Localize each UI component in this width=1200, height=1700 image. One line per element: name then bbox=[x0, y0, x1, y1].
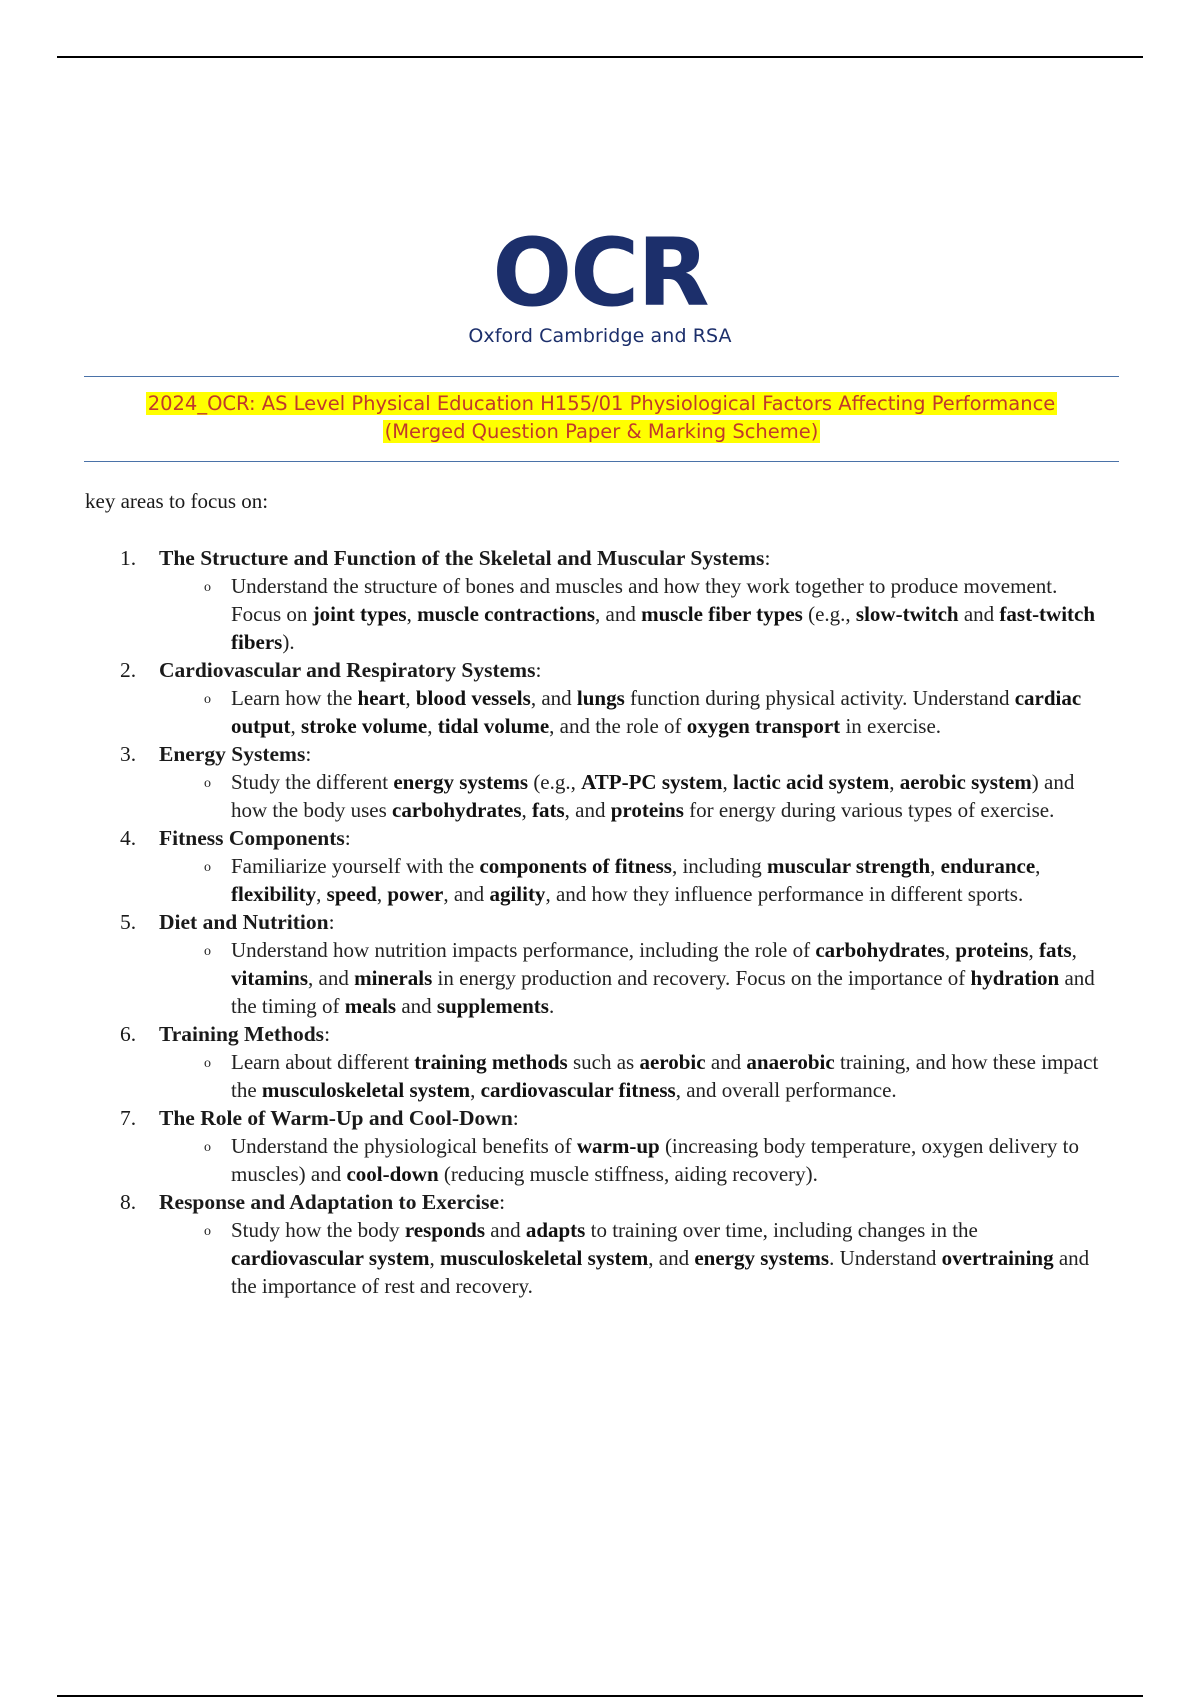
hollow-bullet-icon: o bbox=[204, 944, 211, 959]
list-item-title: Energy Systems bbox=[159, 742, 306, 766]
ocr-logo bbox=[430, 225, 770, 355]
list-item-heading: 3. Energy Systems: bbox=[120, 742, 312, 766]
list-item-number: 5. bbox=[120, 910, 137, 934]
list-item bbox=[120, 1104, 1110, 1188]
ocr-wordmark: OCR bbox=[492, 225, 708, 317]
page-bottom-rule bbox=[57, 1695, 1143, 1697]
list-item-detail bbox=[120, 1048, 1110, 1104]
list-item-heading: 2. Cardiovascular and Respiratory Systems: bbox=[120, 658, 542, 682]
list-item-detail-text: Understand how nutrition impacts performance, including the role of carbohydrates, proteins, fats, vitamins, and minerals in energy production and recovery. Focus on the importance of hydration and the timing of meals and supplements. bbox=[231, 938, 1095, 1018]
list-item-heading: 4. Fitness Components: bbox=[120, 826, 351, 850]
page-top-rule bbox=[57, 56, 1143, 58]
list-item bbox=[120, 824, 1110, 908]
list-item-detail-text: Study how the body responds and adapts to training over time, including changes in the cardiovascular system, musculoskeletal system, and energy systems. Understand overtraining and the importance of rest and recovery. bbox=[231, 1218, 1090, 1298]
list-item-number: 6. bbox=[120, 1022, 137, 1046]
list-item-heading: 8. Response and Adaptation to Exercise: bbox=[120, 1190, 506, 1214]
list-item-detail bbox=[120, 936, 1110, 1020]
title-line-2: (Merged Question Paper & Marking Scheme) bbox=[384, 420, 819, 443]
list-item bbox=[120, 908, 1110, 1020]
list-item-detail bbox=[120, 852, 1110, 908]
focus-areas-list bbox=[120, 544, 1110, 1300]
document-title bbox=[84, 390, 1119, 446]
list-item-number: 4. bbox=[120, 826, 137, 850]
title-line-1: 2024_OCR: AS Level Physical Education H155/01 Physiological Factors Affecting Performance bbox=[147, 392, 1056, 415]
list-item-number: 7. bbox=[120, 1106, 137, 1130]
list-item-heading: 5. Diet and Nutrition: bbox=[120, 910, 335, 934]
list-item-title: Response and Adaptation to Exercise bbox=[159, 1190, 500, 1214]
list-item bbox=[120, 656, 1110, 740]
hollow-bullet-icon: o bbox=[204, 580, 211, 595]
list-item-detail-text: Understand the structure of bones and muscles and how they work together to produce movement. Focus on joint types, muscle contractions, and muscle fiber types (e.g., slow-twitch and fast-twitch fibers). bbox=[231, 574, 1096, 654]
list-item-heading: 6. Training Methods: bbox=[120, 1022, 331, 1046]
list-item-title: The Role of Warm-Up and Cool-Down bbox=[159, 1106, 513, 1130]
list-item-detail-text: Study the different energy systems (e.g., ATP-PC system, lactic acid system, aerobic system) and how the body uses carbohydrates, fats, and proteins for energy during various types of exercise. bbox=[231, 770, 1075, 822]
list-item-number: 2. bbox=[120, 658, 137, 682]
list-item-detail-text: Learn how the heart, blood vessels, and lungs function during physical activity. Understand cardiac output, stroke volume, tidal volume, and the role of oxygen transport in exercise. bbox=[231, 686, 1082, 738]
hollow-bullet-icon: o bbox=[204, 692, 211, 707]
intro-text: key areas to focus on: bbox=[85, 489, 269, 513]
title-top-rule bbox=[84, 376, 1119, 377]
list-item bbox=[120, 1188, 1110, 1300]
list-item-title: Training Methods bbox=[159, 1022, 325, 1046]
ocr-wordmark-icon bbox=[450, 225, 750, 317]
list-item bbox=[120, 740, 1110, 824]
title-bottom-rule bbox=[84, 461, 1119, 462]
hollow-bullet-icon: o bbox=[204, 860, 211, 875]
hollow-bullet-icon: o bbox=[204, 1140, 211, 1155]
hollow-bullet-icon: o bbox=[204, 776, 211, 791]
list-item-heading: 7. The Role of Warm-Up and Cool-Down: bbox=[120, 1106, 519, 1130]
list-item-detail bbox=[120, 1216, 1110, 1300]
list-item-title: Diet and Nutrition bbox=[159, 910, 329, 934]
list-item-number: 8. bbox=[120, 1190, 137, 1214]
list-item-number: 1. bbox=[120, 546, 137, 570]
list-item bbox=[120, 544, 1110, 656]
list-item-detail bbox=[120, 572, 1110, 656]
list-item-title: The Structure and Function of the Skeletal and Muscular Systems bbox=[159, 546, 765, 570]
list-item-title: Fitness Components bbox=[159, 826, 345, 850]
hollow-bullet-icon: o bbox=[204, 1056, 211, 1071]
list-item-detail bbox=[120, 1132, 1110, 1188]
list-item-number: 3. bbox=[120, 742, 137, 766]
list-item-detail-text: Understand the physiological benefits of warm-up (increasing body temperature, oxygen delivery to muscles) and cool-down (reducing muscle stiffness, aiding recovery). bbox=[231, 1134, 1079, 1186]
logo-subtitle: Oxford Cambridge and RSA bbox=[468, 325, 732, 347]
hollow-bullet-icon: o bbox=[204, 1224, 211, 1239]
list-item bbox=[120, 1020, 1110, 1104]
list-item-detail bbox=[120, 768, 1110, 824]
list-item-detail-text: Learn about different training methods such as aerobic and anaerobic training, and how these impact the musculoskeletal system, cardiovascular fitness, and overall performance. bbox=[231, 1050, 1099, 1102]
list-item-detail-text: Familiarize yourself with the components of fitness, including muscular strength, endurance, flexibility, speed, power, and agility, and how they influence performance in different sports. bbox=[231, 854, 1041, 906]
list-item-detail bbox=[120, 684, 1110, 740]
list-item-heading: 1. The Structure and Function of the Skeletal and Muscular Systems: bbox=[120, 546, 771, 570]
list-item-title: Cardiovascular and Respiratory Systems bbox=[159, 658, 536, 682]
